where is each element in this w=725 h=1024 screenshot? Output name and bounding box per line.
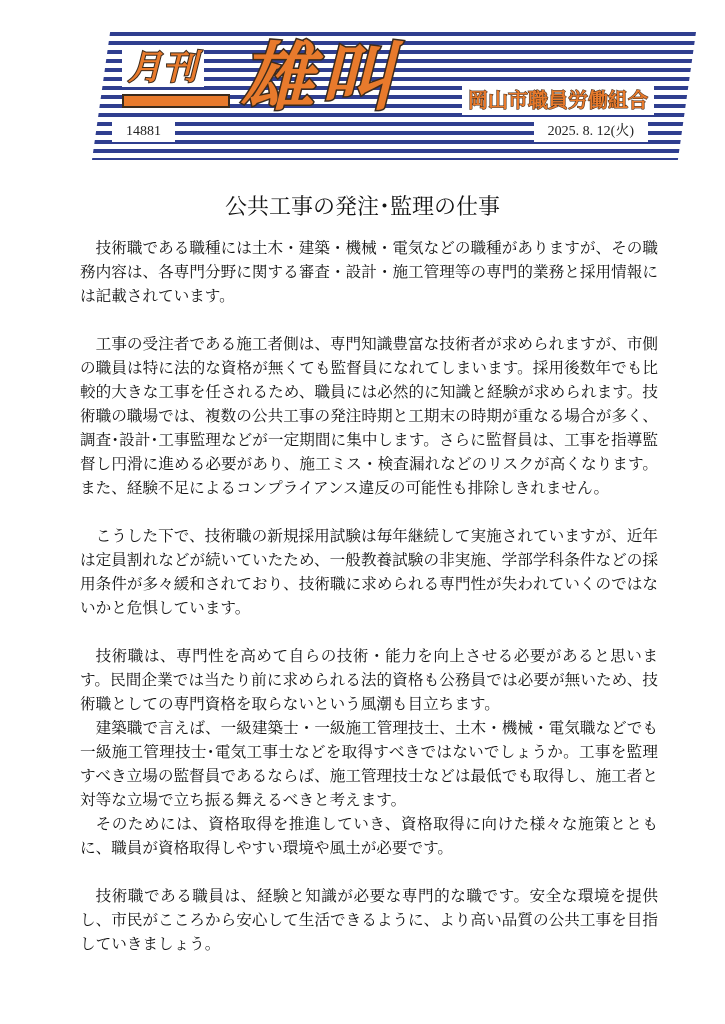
masthead (92, 32, 696, 160)
paragraph: そのためには、資格取得を推進していき、資格取得に向けた様々な施策とともに、職員が資格取得しやすい環境や風土が必要です。 (80, 815, 658, 857)
issue-number: 14881 (112, 122, 175, 142)
newsletter-title: 雄叫 (240, 35, 400, 121)
paragraph: 建築職で言えば、一級建築士・一級施工管理技士、土木・機械・電気職などでも一級施工管理技士･電気工事士などを取得すべきではないでしょうか。工事を監理すべき立場の監督員であるならば、施工管理技士などは最低でも取得し、施工者と対等な立場で立ち振る舞えるべきと考えます。 (80, 719, 658, 809)
series-underline (122, 94, 230, 108)
paragraph: 技術職である職員は、経験と知識が必要な専門的な職です。安全な環境を提供し、市民がこころから安心して生活できるように、より高い品質の公共工事を目指していきましょう。 (80, 887, 658, 953)
paragraph: 工事の受注者である施工者側は、専門知識豊富な技術者が求められますが、市側の職員は特に法的な資格が無くても監督員になれてしまいます。採用後数年でも比較的大きな工事を任されるため、職員には必然的に知識と経験が求められます。技術職の職場では、複数の公共工事の発注時期と工期末の時期が重なる場合が多く、調査･設計･工事監理などが一定期間に集中します。さらに監督員は、工事を指導監督し円滑に進める必要があり、施工ミス・検査漏れなどのリスクが高くなります。また、経験不足によるコンプライアンス違反の可能性も排除しきれません。 (80, 335, 658, 497)
article-title: 公共工事の発注･監理の仕事 (224, 195, 500, 220)
series-label: 月刊 (122, 50, 204, 87)
paragraph: 技術職である職種には土木・建築・機械・電気などの職種がありますが、その職務内容は、各専門分野に関する審査・設計・施工管理等の専門的業務と採用情報には記載されています。 (80, 239, 658, 305)
paragraph: 技術職は、専門性を高めて自らの技術・能力を向上させる必要があると思います。民間企業では当たり前に求められる法的資格も公務員では必要が無いため、技術職としての専門資格を取らないという風潮も目立ちます。 (80, 647, 658, 713)
article-body (80, 236, 658, 956)
issue-date: 2025. 8. 12(火) (534, 118, 648, 142)
paragraph: こうした下で、技術職の新規採用試験は毎年継続して実施されていますが、近年は定員割れなどが続いていたため、一般教養試験の非実施、学部学科条件などの採用条件が多々緩和されており、技術職に求められる専門性が失われていくのではないかと危惧しています。 (80, 527, 658, 617)
organization-name: 岡山市職員労働組合 (462, 82, 654, 115)
